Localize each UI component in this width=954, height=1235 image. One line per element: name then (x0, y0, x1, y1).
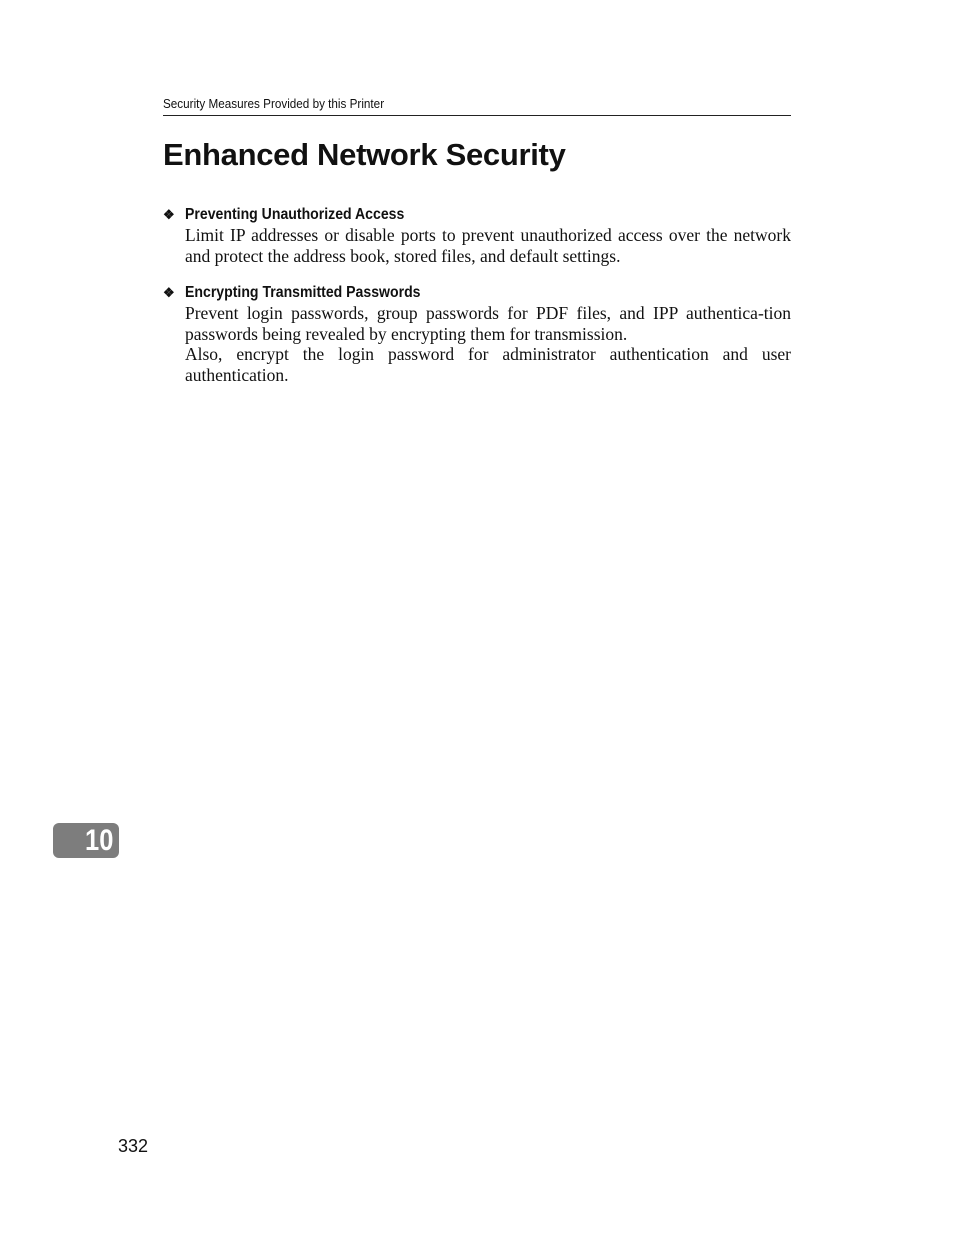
section-heading (163, 205, 791, 225)
section-body (185, 225, 791, 266)
section-heading (163, 283, 791, 303)
section-encrypting-transmitted-passwords (163, 283, 791, 385)
paragraph: Also, encrypt the login password for administrator authentication and user authentication. (185, 344, 791, 385)
chapter-number: 10 (84, 824, 113, 857)
page-number: 332 (118, 1136, 149, 1156)
section-heading-text: Preventing Unauthorized Access (185, 206, 405, 223)
running-header: Security Measures Provided by this Printer (163, 96, 385, 111)
paragraph: Limit IP addresses or disable ports to prevent unauthorized access over the network and protect the address book, stored files, and default settings. (185, 225, 791, 266)
section-preventing-unauthorized-access (163, 205, 791, 266)
page-title: Enhanced Network Security (163, 137, 566, 172)
section-heading-text: Encrypting Transmitted Passwords (185, 284, 421, 301)
diamond-bullet-icon: ❖ (163, 285, 175, 300)
diamond-bullet-icon: ❖ (163, 207, 175, 222)
chapter-tab (53, 823, 119, 858)
section-body (185, 303, 791, 385)
paragraph: Prevent login passwords, group passwords for PDF files, and IPP authentica-tion passwords being revealed by encrypting them for transmission. (185, 303, 791, 344)
header-rule (163, 115, 791, 116)
